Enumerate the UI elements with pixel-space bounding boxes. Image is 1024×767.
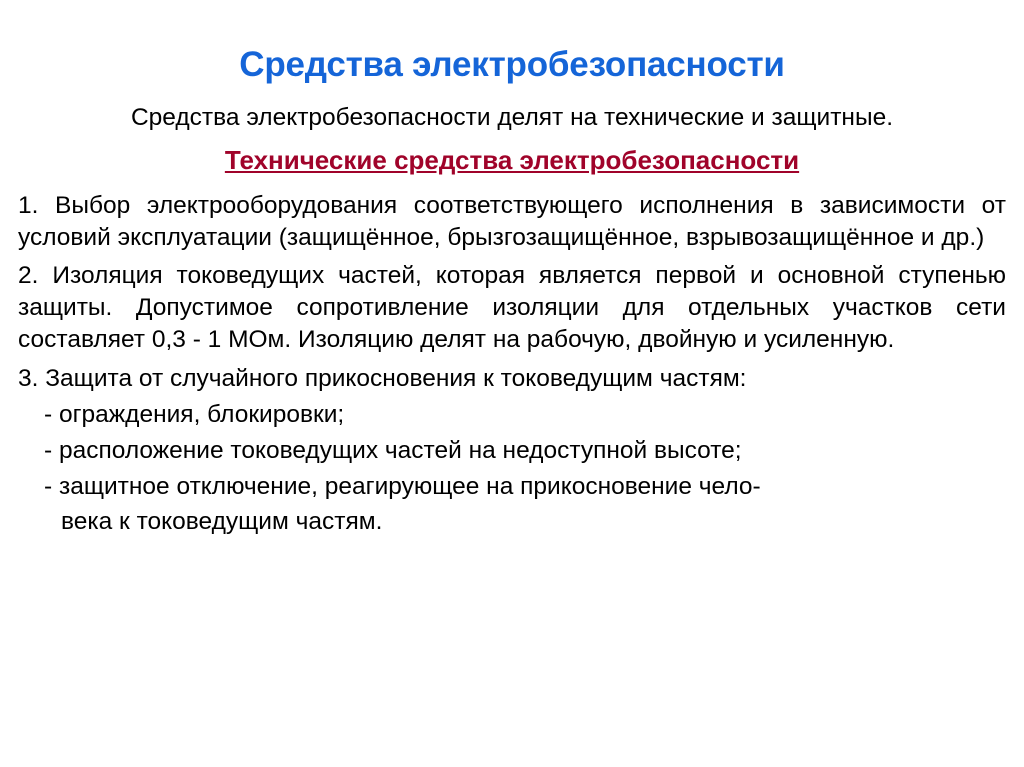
lead-paragraph: Средства электробезопасности делят на технические и защитные. <box>130 103 893 131</box>
list-item: века к токоведущим частям. <box>61 508 383 536</box>
page-title: Средства электробезопасности <box>239 45 785 84</box>
section-subheading: Технические средства электробезопасности <box>224 144 800 175</box>
list-item: - расположение токоведущих частей на недоступной высоте; <box>44 436 742 464</box>
list-item: - ограждения, блокировки; <box>44 400 345 428</box>
list-item: 3. Защита от случайного прикосновения к токоведущим частям: <box>18 365 747 392</box>
list-item: 2. Изоляция токоведущих частей, которая является первой и основной ступенью защиты. Допустимое сопротивление изоляции для отдельных участков сети составляет 0,3 - 1 МОм. Изоляцию делят на рабочую, двойную и усиленную. <box>18 262 1006 354</box>
list-item: - защитное отключение, реагирующее на прикосновение чело- <box>44 472 761 500</box>
list-item: 1. Выбор электрооборудования соответствующего исполнения в зависимости от условий эксплуатации (защищённое, брызгозащищённое, взрывозащищённое и др.) <box>18 191 1006 251</box>
